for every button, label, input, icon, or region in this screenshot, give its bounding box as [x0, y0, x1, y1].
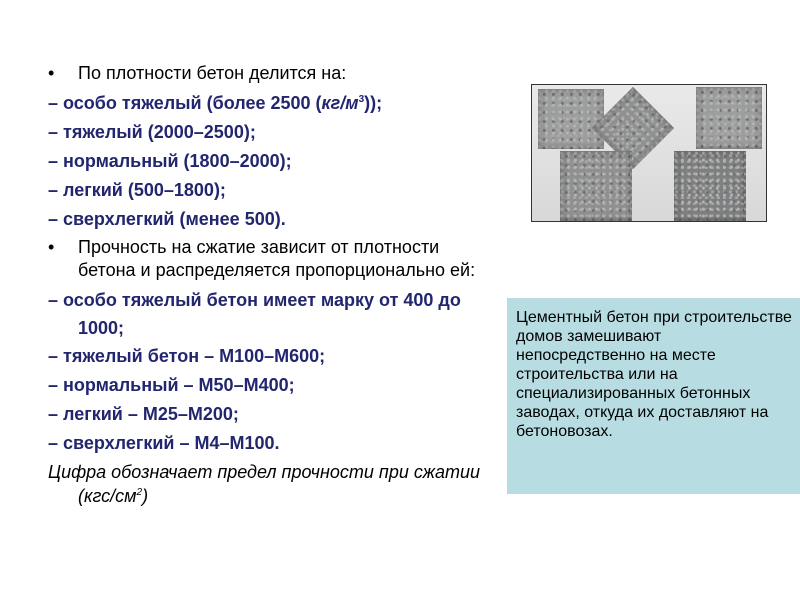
concrete-cubes-photo	[531, 84, 767, 222]
bullet-strength-intro: • Прочность на сжатие зависит от плотности бетона и распределяется пропорционально ей:	[48, 236, 498, 282]
cube-top-right	[696, 87, 762, 149]
density-item-heavy: – тяжелый (2000–2500);	[48, 122, 256, 142]
grade-item-light: – легкий – М25–М200;	[48, 404, 239, 424]
cube-bottom-left	[560, 151, 632, 221]
density-item-extra-heavy: – особо тяжелый (более 2500 $(кг/м^3)$);	[48, 93, 383, 113]
info-box-text: Цементный бетон при строительстве домов замешивают непосредственно на месте строительства или на специализированных бетонных заводах, откуда их доставляют на бетоновозах.	[516, 309, 792, 440]
density-item-superlight: – сверхлегкий (менее 500).	[48, 209, 286, 229]
strength-note: Цифра обозначает предел прочности при сжатии $(кгс/см^2)$	[48, 462, 481, 506]
grade-item-superlight: – сверхлегкий – М4–М100.	[48, 433, 280, 453]
grade-item-heavy: – тяжелый бетон – М100–М600;	[48, 346, 326, 366]
grade-item-extra-heavy: – особо тяжелый бетон имеет марку от 400 до 1000;	[48, 290, 461, 338]
info-box	[507, 298, 800, 494]
density-item-light: – легкий (500–1800);	[48, 180, 226, 200]
bullet-density-intro: • По плотности бетон делится на:	[48, 62, 498, 85]
grade-item-normal: – нормальный – М50–М400;	[48, 375, 295, 395]
main-text-area	[48, 60, 498, 508]
cube-bottom-right	[674, 151, 746, 221]
cube-top-left	[538, 89, 604, 149]
density-item-normal: – нормальный (1800–2000);	[48, 151, 292, 171]
